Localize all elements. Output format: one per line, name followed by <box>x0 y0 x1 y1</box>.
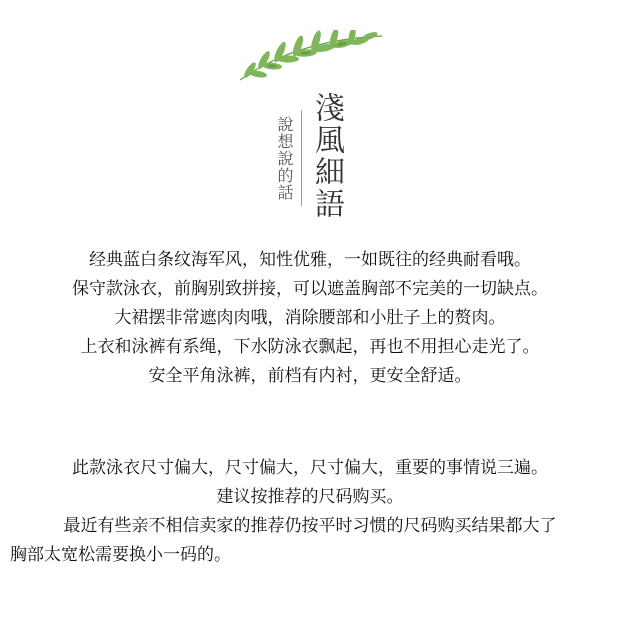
description-line: 安全平角泳裤，前档有内衬，更安全舒适。 <box>148 366 472 386</box>
description-line: 大裙摆非常遮肉肉哦，消除腰部和小肚子上的赘肉。 <box>114 308 506 328</box>
description-line: 经典蓝白条纹海军风，知性优雅，一如既往的经典耐看哦。 <box>89 250 531 270</box>
leaf-branch-icon <box>236 30 386 85</box>
size-notice-paragraph <box>0 454 620 570</box>
title-divider <box>301 110 302 206</box>
size-notice-line: 此款泳衣尺寸偏大，尺寸偏大，尺寸偏大，重要的事情说三遍。 <box>72 458 548 478</box>
description-line: 保守款泳衣，前胸别致拼接，可以遮盖胸部不完美的一切缺点。 <box>72 279 548 299</box>
subtitle: 說想說的話 <box>275 116 294 201</box>
page-title: 淺風細語 <box>309 92 344 220</box>
title-block <box>270 92 380 242</box>
description-paragraph <box>0 246 620 391</box>
size-notice-line: 建议按推荐的尺码购买。 <box>216 487 404 507</box>
description-line: 上衣和泳裤有系绳，下水防泳衣飘起，再也不用担心走光了。 <box>80 337 540 357</box>
size-notice-line: 胸部太宽松需要换小一码的。 <box>10 545 231 565</box>
size-notice-line: 最近有些亲不相信卖家的推荐仍按平时习惯的尺码购买结果都大了 <box>63 516 557 536</box>
